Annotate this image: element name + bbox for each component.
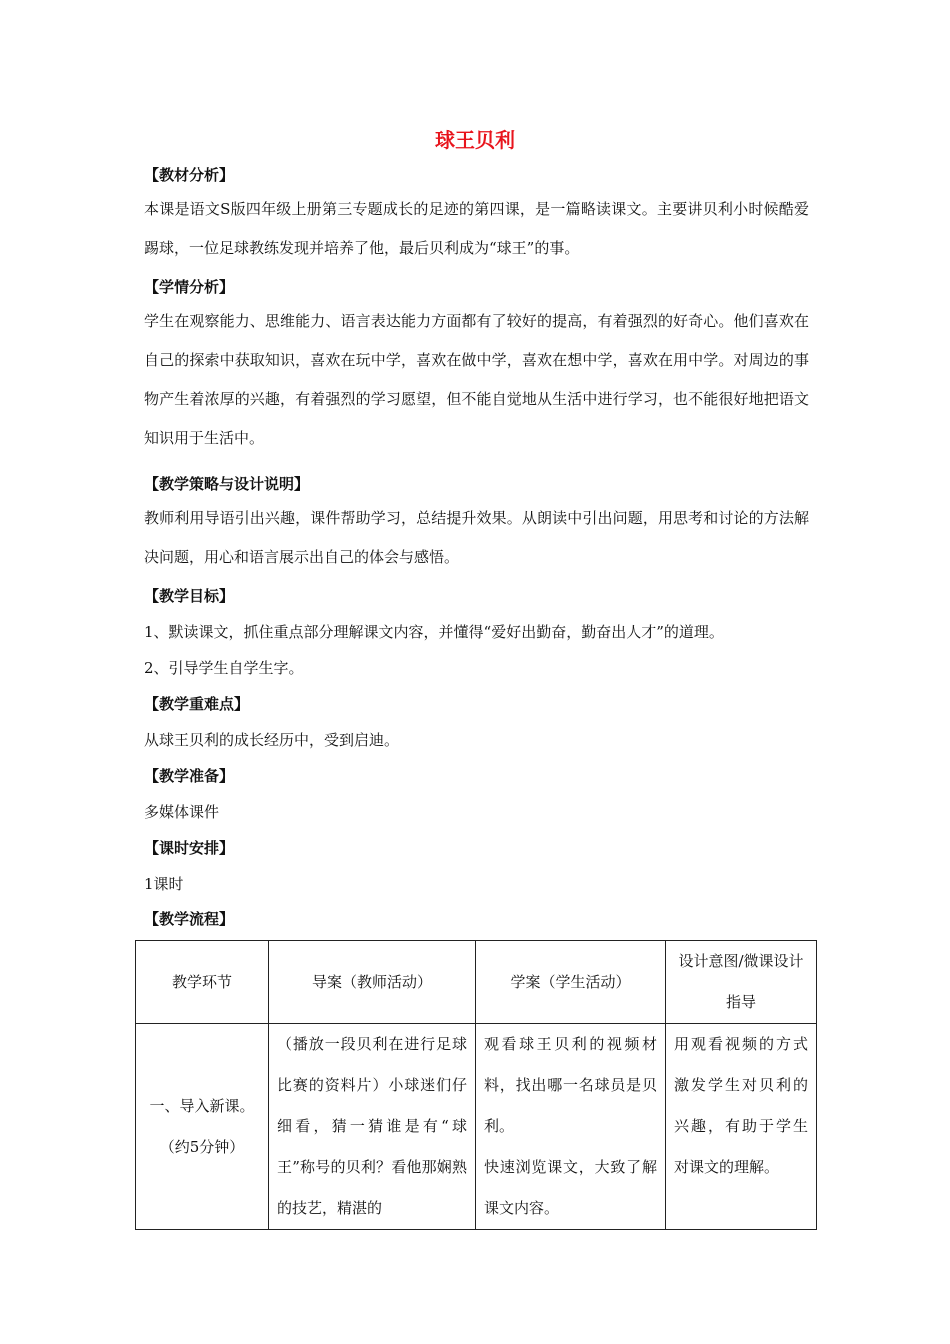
table-row	[136, 1024, 817, 1230]
key-difficulty-text: 从球王贝利的成长经历中，受到启迪。	[144, 731, 400, 749]
cell-stage: 一、导入新课。（约5分钟）	[136, 1024, 269, 1230]
teaching-flow-table	[135, 940, 817, 1230]
heading-material-analysis: 【教材分析】	[144, 166, 235, 184]
heading-key-difficulty: 【教学重难点】	[144, 695, 250, 713]
schedule-text: 1课时	[144, 875, 184, 893]
document-title: 球王贝利	[435, 128, 515, 152]
cell-student-activity	[476, 1024, 666, 1230]
cell-design-intent: 用观看视频的方式激发学生对贝利的兴趣，有助于学生对课文的理解。	[666, 1024, 817, 1230]
heading-schedule: 【课时安排】	[144, 839, 235, 857]
heading-teaching-goals: 【教学目标】	[144, 587, 235, 605]
column-header-teacher: 导案（教师活动）	[269, 941, 476, 1024]
column-header-intent: 设计意图/微课设计指导	[666, 941, 817, 1024]
goal-item-2: 2、引导学生自学生字。	[144, 659, 304, 677]
heading-learner-analysis: 【学情分析】	[144, 278, 235, 296]
goal-item-1: 1、默读课文，抓住重点部分理解课文内容，并懂得“爱好出勤奋，勤奋出人才”的道理。	[144, 623, 724, 641]
strategy-text: 教师利用导语引出兴趣，课件帮助学习，总结提升效果。从朗读中引出问题，用思考和讨论的方法解决问题，用心和语言展示出自己的体会与感悟。	[144, 509, 809, 566]
heading-strategy: 【教学策略与设计说明】	[144, 475, 310, 493]
column-header-student: 学案（学生活动）	[476, 941, 666, 1024]
preparation-text: 多媒体课件	[144, 803, 220, 821]
cell-teacher-activity: （播放一段贝利在进行足球比赛的资料片）小球迷们仔细看，猜一猜谁是有“球王”称号的贝利？看他那娴熟的技艺，精湛的	[269, 1024, 476, 1230]
column-header-stage: 教学环节	[136, 941, 269, 1024]
learner-analysis-text: 学生在观察能力、思维能力、语言表达能力方面都有了较好的提高，有着强烈的好奇心。他们喜欢在自己的探索中获取知识，喜欢在玩中学，喜欢在做中学，喜欢在想中学，喜欢在用中学。对周边的事物产生着浓厚的兴趣，有着强烈的学习愿望，但不能自觉地从生活中进行学习，也不能很好地把语文知识用于生活中。	[144, 312, 809, 447]
material-analysis-text: 本课是语文S版四年级上册第三专题成长的足迹的第四课，是一篇略读课文。主要讲贝利小时候酷爱踢球，一位足球教练发现并培养了他，最后贝利成为“球王”的事。	[144, 200, 809, 257]
student-activity-2: 快速浏览课文，大致了解课文内容。	[484, 1158, 657, 1217]
heading-teaching-flow: 【教学流程】	[144, 910, 235, 928]
student-activity-1: 观看球王贝利的视频材料，找出哪一名球员是贝利。	[484, 1035, 657, 1135]
heading-preparation: 【教学准备】	[144, 767, 235, 785]
table-header-row	[136, 941, 817, 1024]
